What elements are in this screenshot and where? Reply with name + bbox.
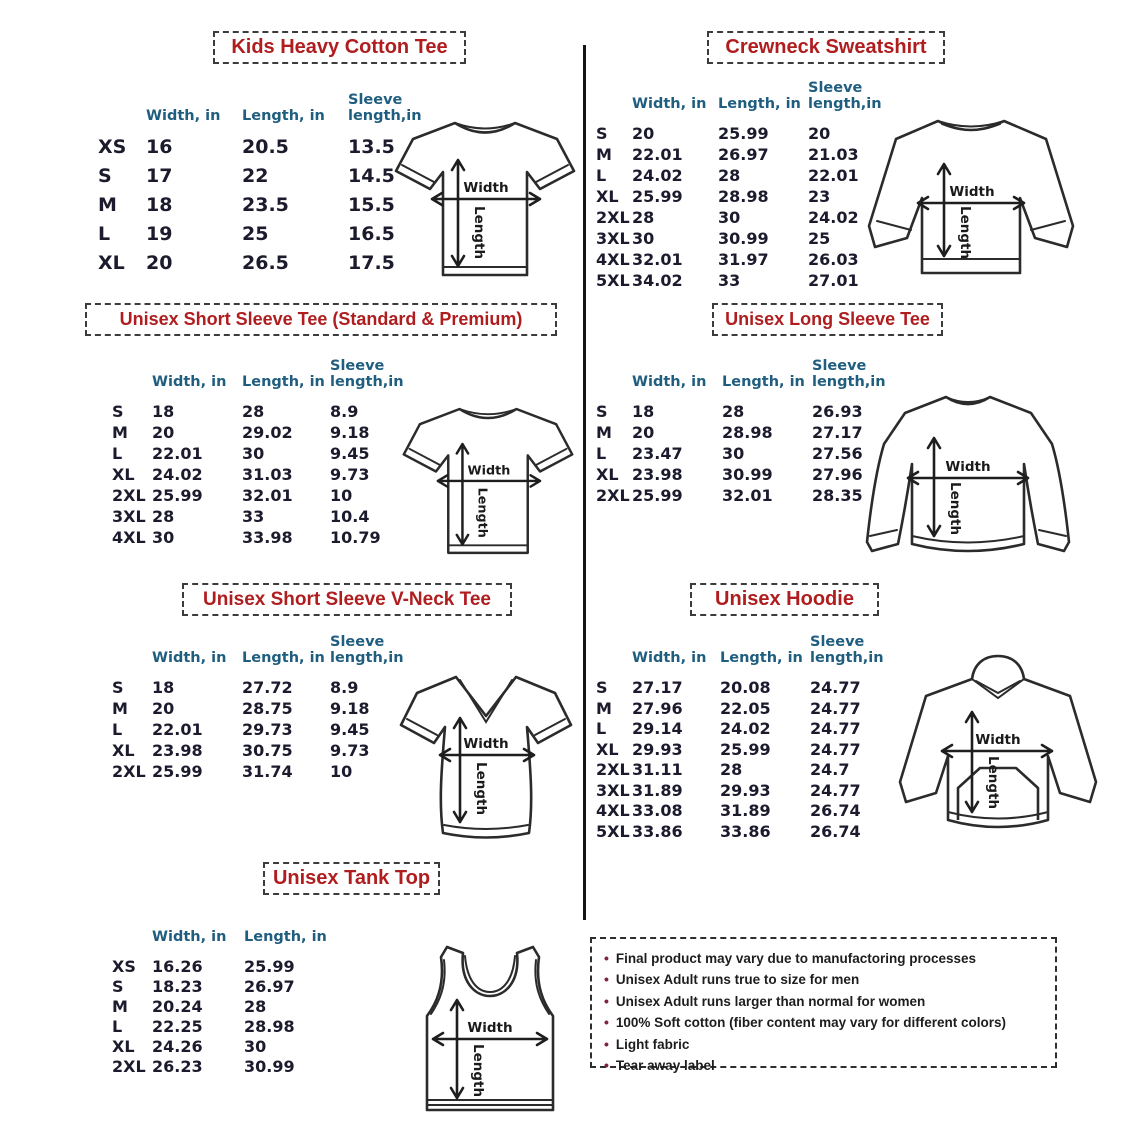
measurement-value: 26.97 bbox=[718, 145, 769, 164]
table-corner bbox=[112, 390, 152, 402]
size-table-tank-top bbox=[112, 905, 334, 1077]
measurement-value: 18 bbox=[146, 194, 173, 216]
measurement-value: 20.24 bbox=[152, 997, 203, 1016]
measurement-value: 18 bbox=[632, 402, 655, 421]
measurement-value: 28 bbox=[718, 166, 741, 185]
note-item bbox=[604, 1055, 1043, 1076]
column-header: Length, in bbox=[718, 95, 801, 112]
bullet-icon: • bbox=[604, 992, 609, 1009]
measurement-value: 19 bbox=[146, 223, 173, 245]
measurement-value: 24.7 bbox=[810, 760, 850, 779]
measurement-value: 28.98 bbox=[718, 187, 769, 206]
table-corner bbox=[596, 112, 632, 124]
measurement-value: 22 bbox=[242, 165, 269, 187]
note-text: Final product may vary due to manufactoring processes bbox=[615, 951, 976, 966]
measurement-value: 31.89 bbox=[632, 780, 683, 800]
measurement-value: 20 bbox=[632, 423, 655, 442]
size-label: XL bbox=[596, 739, 619, 759]
measurement-value: 32.01 bbox=[722, 486, 773, 505]
measurement-value: 10 bbox=[330, 486, 353, 505]
size-label: 2XL bbox=[112, 486, 146, 505]
section-title-text: Kids Heavy Cotton Tee bbox=[231, 36, 448, 58]
measurement-value: 9.73 bbox=[330, 741, 370, 760]
column-header: Length, in bbox=[242, 107, 325, 124]
measurement-value: 9.45 bbox=[330, 444, 370, 463]
measurement-value: 22.01 bbox=[152, 444, 203, 463]
tank-top-illustration bbox=[416, 944, 564, 1124]
measurement-value: 22.05 bbox=[720, 698, 771, 718]
column-header: Length, in bbox=[242, 373, 325, 390]
measurement-value: 25.99 bbox=[632, 486, 683, 505]
size-label: 4XL bbox=[596, 801, 630, 820]
measurement-value: 30.99 bbox=[244, 1057, 295, 1076]
measurement-value: 25.99 bbox=[244, 957, 295, 976]
measurement-value: 16.26 bbox=[152, 957, 203, 976]
short-sleeve-tee-illustration bbox=[392, 108, 578, 288]
width-label: Width bbox=[949, 184, 995, 200]
note-text: 100% Soft cotton (fiber content may vary for different colors) bbox=[615, 1015, 1006, 1031]
note-text: Unisex Adult runs larger than normal for women bbox=[615, 993, 926, 1009]
long-sleeve-tee-illustration bbox=[864, 386, 1092, 572]
measurement-value: 26.74 bbox=[810, 801, 861, 820]
size-label: L bbox=[112, 1017, 123, 1036]
size-label: 3XL bbox=[112, 507, 146, 526]
measurement-value: 24.26 bbox=[152, 1037, 203, 1056]
size-label: XL bbox=[596, 187, 619, 206]
length-label: Length bbox=[470, 1044, 486, 1098]
size-label: XL bbox=[98, 252, 125, 274]
section-title-unisex-short-sleeve-tee bbox=[85, 303, 557, 336]
size-label: M bbox=[112, 699, 128, 718]
hoodie-illustration bbox=[884, 652, 1112, 862]
table-corner bbox=[596, 666, 632, 678]
note-text: Unisex Adult runs true to size for men bbox=[615, 972, 860, 988]
measurement-value: 29.73 bbox=[242, 720, 293, 739]
measurement-value: 25.99 bbox=[720, 739, 771, 759]
column-header: Width, in bbox=[632, 373, 707, 390]
length-label: Length bbox=[473, 762, 489, 816]
length-label: Length bbox=[471, 206, 487, 260]
size-label: XL bbox=[112, 465, 135, 484]
measurement-value: 10.79 bbox=[330, 528, 381, 547]
size-label: S bbox=[112, 402, 124, 421]
size-label: 2XL bbox=[112, 1057, 146, 1076]
column-header: Sleeve length,in bbox=[812, 357, 886, 390]
measurement-value: 31.97 bbox=[718, 250, 769, 269]
measurement-value: 34.02 bbox=[632, 271, 683, 290]
measurement-value: 27.96 bbox=[812, 465, 863, 484]
neck-scoop-inner-line bbox=[465, 956, 515, 992]
bullet-icon: • bbox=[604, 971, 609, 988]
measurement-value: 22.25 bbox=[152, 1017, 203, 1036]
measurement-value: 33 bbox=[242, 507, 265, 526]
width-label: Width bbox=[975, 732, 1021, 748]
section-title-text: Crewneck Sweatshirt bbox=[725, 36, 927, 58]
measurement-value: 30.99 bbox=[722, 465, 773, 484]
product-notes-box bbox=[590, 937, 1057, 1074]
measurement-value: 8.9 bbox=[330, 678, 359, 697]
measurement-value: 20.5 bbox=[242, 136, 289, 158]
measurement-value: 28.35 bbox=[812, 486, 863, 505]
measurement-value: 31.03 bbox=[242, 465, 293, 484]
size-label: 2XL bbox=[596, 760, 630, 779]
measurement-value: 24.02 bbox=[808, 208, 859, 227]
section-title-unisex-tank-top bbox=[263, 862, 440, 895]
measurement-value: 33.86 bbox=[720, 821, 771, 841]
size-table-crewneck bbox=[596, 79, 882, 292]
measurement-value: 25 bbox=[808, 229, 831, 248]
measurement-value: 23.98 bbox=[152, 741, 203, 760]
measurement-value: 25.99 bbox=[152, 486, 203, 505]
measurement-value: 23 bbox=[808, 187, 831, 206]
width-label: Width bbox=[945, 459, 991, 475]
measurement-value: 20 bbox=[808, 124, 831, 143]
measurement-value: 28 bbox=[242, 402, 265, 421]
size-label: M bbox=[596, 145, 612, 164]
measurement-value: 24.02 bbox=[720, 719, 771, 738]
measurement-value: 25.99 bbox=[152, 762, 203, 781]
measurement-value: 29.02 bbox=[242, 423, 293, 442]
size-label: 3XL bbox=[596, 229, 630, 248]
length-label: Length bbox=[947, 482, 963, 536]
size-label: M bbox=[112, 997, 128, 1016]
width-label: Width bbox=[467, 463, 511, 479]
size-label: L bbox=[596, 444, 607, 463]
size-label: XL bbox=[596, 465, 619, 484]
size-label: 5XL bbox=[596, 271, 630, 290]
v-neck-tee-illustration bbox=[398, 664, 574, 848]
measurement-value: 31.74 bbox=[242, 762, 293, 781]
measurement-value: 30 bbox=[244, 1037, 267, 1056]
bullet-icon: • bbox=[604, 1035, 609, 1052]
column-header: Width, in bbox=[632, 649, 707, 666]
size-label: S bbox=[98, 165, 112, 187]
size-label: L bbox=[596, 719, 607, 738]
bullet-icon: • bbox=[604, 1057, 609, 1074]
size-label: S bbox=[596, 124, 608, 143]
size-table-hoodie bbox=[596, 632, 884, 842]
size-label: XS bbox=[112, 957, 136, 976]
column-header: Sleeve length,in bbox=[330, 357, 404, 390]
measurement-value: 14.5 bbox=[348, 165, 395, 187]
measurement-value: 29.93 bbox=[720, 780, 771, 800]
measurement-value: 8.9 bbox=[330, 402, 359, 421]
section-title-unisex-v-neck-tee bbox=[182, 583, 512, 616]
measurement-value: 9.18 bbox=[330, 423, 370, 442]
measurement-value: 27.17 bbox=[812, 423, 863, 442]
measurement-value: 24.77 bbox=[810, 698, 861, 718]
size-label: M bbox=[112, 423, 128, 442]
measurement-value: 17.5 bbox=[348, 252, 395, 274]
size-label: M bbox=[98, 194, 117, 216]
measurement-value: 31.89 bbox=[720, 801, 771, 820]
size-table-kids bbox=[98, 88, 422, 281]
section-title-unisex-hoodie bbox=[690, 583, 879, 616]
measurement-value: 33 bbox=[718, 271, 741, 290]
measurement-value: 22.01 bbox=[152, 720, 203, 739]
note-item bbox=[604, 1034, 1043, 1055]
measurement-value: 18.23 bbox=[152, 977, 203, 996]
measurement-value: 16 bbox=[146, 136, 173, 158]
measurement-value: 10.4 bbox=[330, 507, 370, 526]
measurement-value: 25.99 bbox=[718, 124, 769, 143]
measurement-value: 26.74 bbox=[810, 821, 861, 841]
measurement-value: 9.18 bbox=[330, 699, 370, 718]
length-label: Length bbox=[985, 756, 1001, 810]
measurement-value: 28 bbox=[244, 997, 267, 1016]
bullet-icon: • bbox=[604, 1014, 609, 1031]
size-label: S bbox=[596, 678, 608, 697]
column-header: Sleeve length,in bbox=[330, 633, 404, 666]
column-header: Length, in bbox=[722, 373, 805, 390]
measurement-value: 27.56 bbox=[812, 444, 863, 463]
measurement-value: 30 bbox=[632, 229, 655, 248]
section-title-kids-heavy-cotton-tee bbox=[213, 31, 466, 64]
note-text: Tear away label bbox=[615, 1058, 715, 1074]
crewneck-sweatshirt-illustration bbox=[860, 108, 1082, 293]
measurement-value: 30 bbox=[718, 208, 741, 227]
size-label: S bbox=[112, 678, 124, 697]
length-label: Length bbox=[957, 206, 973, 260]
size-label: M bbox=[596, 423, 612, 442]
measurement-value: 9.73 bbox=[330, 465, 370, 484]
size-label: S bbox=[596, 402, 608, 421]
size-table-long-sleeve bbox=[596, 356, 886, 507]
measurement-value: 26.23 bbox=[152, 1057, 203, 1076]
measurement-value: 28.98 bbox=[722, 423, 773, 442]
size-label: S bbox=[112, 977, 124, 996]
measurement-value: 24.77 bbox=[810, 678, 861, 697]
measurement-value: 28 bbox=[720, 760, 743, 779]
measurement-value: 23.47 bbox=[632, 444, 683, 463]
size-label: 2XL bbox=[112, 762, 146, 781]
measurement-value: 24.77 bbox=[810, 780, 861, 800]
size-label: XS bbox=[98, 136, 127, 158]
note-item bbox=[604, 969, 1043, 990]
section-title-text: Unisex Short Sleeve V-Neck Tee bbox=[203, 588, 491, 610]
section-title-text: Unisex Tank Top bbox=[272, 867, 431, 889]
measurement-value: 22.01 bbox=[808, 166, 859, 185]
measurement-value: 30 bbox=[242, 444, 265, 463]
column-header: Sleeve length,in bbox=[810, 633, 884, 666]
measurement-value: 28 bbox=[152, 507, 175, 526]
measurement-value: 18 bbox=[152, 678, 175, 697]
measurement-value: 33.98 bbox=[242, 528, 293, 547]
measurement-value: 29.14 bbox=[632, 719, 683, 738]
measurement-value: 30 bbox=[152, 528, 175, 547]
measurement-value: 30 bbox=[722, 444, 745, 463]
measurement-value: 30.99 bbox=[718, 229, 769, 248]
section-title-crewneck-sweatshirt bbox=[707, 31, 945, 64]
measurement-value: 20 bbox=[152, 699, 175, 718]
size-label: XL bbox=[112, 1037, 135, 1056]
note-item bbox=[604, 1012, 1043, 1033]
width-label: Width bbox=[467, 1020, 513, 1036]
size-label: 2XL bbox=[596, 486, 630, 505]
note-item bbox=[604, 948, 1043, 969]
measurement-value: 23.5 bbox=[242, 194, 289, 216]
width-label: Width bbox=[463, 736, 509, 752]
measurement-value: 33.86 bbox=[632, 821, 683, 841]
size-label: L bbox=[112, 720, 123, 739]
measurement-value: 17 bbox=[146, 165, 173, 187]
table-corner bbox=[98, 124, 146, 136]
measurement-value: 26.93 bbox=[812, 402, 863, 421]
size-label: 5XL bbox=[596, 821, 630, 841]
measurement-value: 23.98 bbox=[632, 465, 683, 484]
table-corner bbox=[112, 945, 152, 957]
column-header: Width, in bbox=[152, 928, 227, 945]
size-table-standard-tee bbox=[112, 356, 404, 549]
measurement-value: 29.93 bbox=[632, 739, 683, 759]
measurement-value: 18 bbox=[152, 402, 175, 421]
measurement-value: 24.02 bbox=[152, 465, 203, 484]
vertical-divider bbox=[583, 45, 586, 920]
column-header: Sleeve length,in bbox=[808, 79, 882, 112]
measurement-value: 10 bbox=[330, 762, 353, 781]
measurement-value: 20 bbox=[632, 124, 655, 143]
measurement-value: 32.01 bbox=[242, 486, 293, 505]
section-title-text: Unisex Short Sleeve Tee (Standard & Premium) bbox=[119, 309, 523, 329]
measurement-value: 26.97 bbox=[244, 977, 295, 996]
column-header: Width, in bbox=[152, 373, 227, 390]
measurement-value: 16.5 bbox=[348, 223, 395, 245]
size-label: 3XL bbox=[596, 780, 630, 800]
note-text: Light fabric bbox=[615, 1036, 690, 1052]
measurement-value: 20 bbox=[152, 423, 175, 442]
section-title-unisex-long-sleeve-tee bbox=[712, 303, 943, 336]
measurement-value: 28 bbox=[632, 208, 655, 227]
measurement-value: 30.75 bbox=[242, 741, 293, 760]
measurement-value: 20.08 bbox=[720, 678, 771, 697]
width-label: Width bbox=[463, 180, 509, 196]
column-header: Length, in bbox=[244, 928, 327, 945]
measurement-value: 9.45 bbox=[330, 720, 370, 739]
short-sleeve-tee-illustration bbox=[400, 392, 576, 568]
measurement-value: 21.03 bbox=[808, 145, 859, 164]
table-corner bbox=[596, 390, 632, 402]
measurement-value: 32.01 bbox=[632, 250, 683, 269]
size-label: L bbox=[112, 444, 123, 463]
size-label: 4XL bbox=[112, 528, 146, 547]
measurement-value: 27.72 bbox=[242, 678, 293, 697]
bullet-icon: • bbox=[604, 950, 609, 966]
measurement-value: 33.08 bbox=[632, 801, 683, 820]
measurement-value: 25.99 bbox=[632, 187, 683, 206]
measurement-value: 26.03 bbox=[808, 250, 859, 269]
measurement-value: 24.02 bbox=[632, 166, 683, 185]
measurement-value: 28 bbox=[722, 402, 745, 421]
size-label: 4XL bbox=[596, 250, 630, 269]
column-header: Width, in bbox=[152, 649, 227, 666]
measurement-value: 24.77 bbox=[810, 719, 861, 738]
table-corner bbox=[112, 666, 152, 678]
measurement-value: 27.96 bbox=[632, 698, 683, 718]
measurement-value: 28.98 bbox=[244, 1017, 295, 1036]
measurement-value: 27.17 bbox=[632, 678, 683, 697]
size-label: L bbox=[596, 166, 607, 185]
section-title-text: Unisex Long Sleeve Tee bbox=[725, 309, 930, 329]
length-label: Length bbox=[474, 487, 490, 538]
measurement-value: 31.11 bbox=[632, 760, 683, 779]
size-table-v-neck bbox=[112, 632, 404, 783]
measurement-value: 13.5 bbox=[348, 136, 395, 158]
measurement-value: 15.5 bbox=[348, 194, 395, 216]
measurement-value: 28.75 bbox=[242, 699, 293, 718]
measurement-value: 24.77 bbox=[810, 739, 861, 759]
column-header: Width, in bbox=[146, 107, 221, 124]
measurement-value: 25 bbox=[242, 223, 269, 245]
size-label: 2XL bbox=[596, 208, 630, 227]
section-title-text: Unisex Hoodie bbox=[715, 588, 854, 610]
size-label: M bbox=[596, 698, 612, 718]
size-label: XL bbox=[112, 741, 135, 760]
measurement-value: 22.01 bbox=[632, 145, 683, 164]
column-header: Length, in bbox=[242, 649, 325, 666]
measurement-value: 20 bbox=[146, 252, 173, 274]
column-header: Length, in bbox=[720, 649, 803, 666]
column-header: Width, in bbox=[632, 95, 707, 112]
measurement-value: 27.01 bbox=[808, 271, 859, 290]
column-header: Sleeve length,in bbox=[348, 91, 422, 124]
size-label: L bbox=[98, 223, 111, 245]
measurement-value: 26.5 bbox=[242, 252, 289, 274]
note-item bbox=[604, 991, 1043, 1012]
